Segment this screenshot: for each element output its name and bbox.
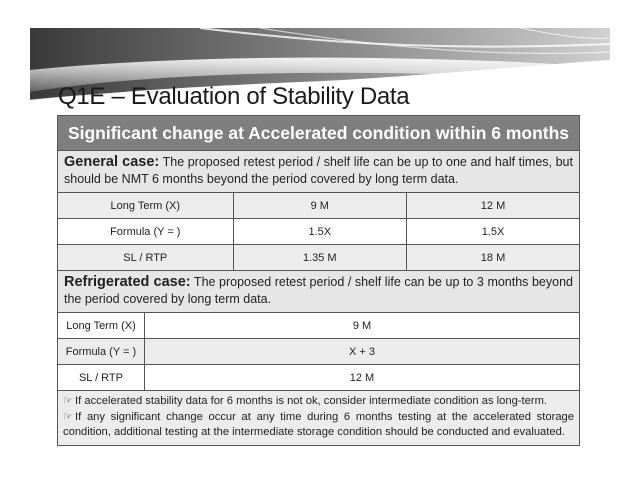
row-label: SL / RTP bbox=[58, 365, 144, 391]
table-row bbox=[58, 245, 579, 271]
slide-title: Q1E – Evaluation of Stability Data bbox=[58, 83, 410, 110]
cell-value: 1.5X bbox=[233, 219, 406, 245]
cell-value: 9 M bbox=[144, 313, 579, 339]
refrigerated-case-table bbox=[58, 313, 579, 391]
cell-value: 1.5X bbox=[407, 219, 579, 245]
table-row bbox=[58, 339, 579, 365]
refrigerated-case-text: The proposed retest period / shelf life can be up to 3 months beyond the period covered by long term data. bbox=[64, 275, 573, 306]
table-header: Significant change at Accelerated condition within 6 months bbox=[58, 116, 579, 151]
table-row bbox=[58, 365, 579, 391]
cell-value: 12 M bbox=[407, 193, 579, 219]
general-case-label: General case: bbox=[64, 154, 160, 170]
table-row bbox=[58, 313, 579, 339]
cell-value: 12 M bbox=[144, 365, 579, 391]
cell-value: X + 3 bbox=[144, 339, 579, 365]
note-text: If any significant change occur at any time during 6 months testing at the accelerated storage condition, additional testing at the intermediate storage condition should be conducted and evaluated. bbox=[63, 410, 574, 438]
row-label: Formula (Y = ) bbox=[58, 219, 233, 245]
pointing-hand-icon: ☞ bbox=[63, 410, 74, 423]
row-label: Formula (Y = ) bbox=[58, 339, 144, 365]
table-row bbox=[58, 193, 579, 219]
row-label: Long Term (X) bbox=[58, 193, 233, 219]
general-case bbox=[58, 151, 579, 193]
refrigerated-case bbox=[58, 271, 579, 313]
note-text: If accelerated stability data for 6 months is not ok, consider intermediate condition as long-term. bbox=[75, 395, 548, 407]
note-item bbox=[63, 410, 574, 441]
table-row bbox=[58, 219, 579, 245]
note-item bbox=[63, 394, 574, 410]
notes-section bbox=[58, 391, 579, 445]
row-label: SL / RTP bbox=[58, 245, 233, 271]
pointing-hand-icon: ☞ bbox=[63, 395, 74, 407]
general-case-table bbox=[58, 193, 579, 271]
cell-value: 18 M bbox=[407, 245, 579, 271]
general-case-text: The proposed retest period / shelf life can be up to one and half times, but should be NMT 6 months beyond the period covered by long term data. bbox=[64, 155, 573, 186]
refrigerated-case-label: Refrigerated case: bbox=[64, 274, 191, 290]
row-label: Long Term (X) bbox=[58, 313, 144, 339]
cell-value: 9 M bbox=[233, 193, 406, 219]
stability-table bbox=[57, 115, 580, 446]
cell-value: 1.35 M bbox=[233, 245, 406, 271]
